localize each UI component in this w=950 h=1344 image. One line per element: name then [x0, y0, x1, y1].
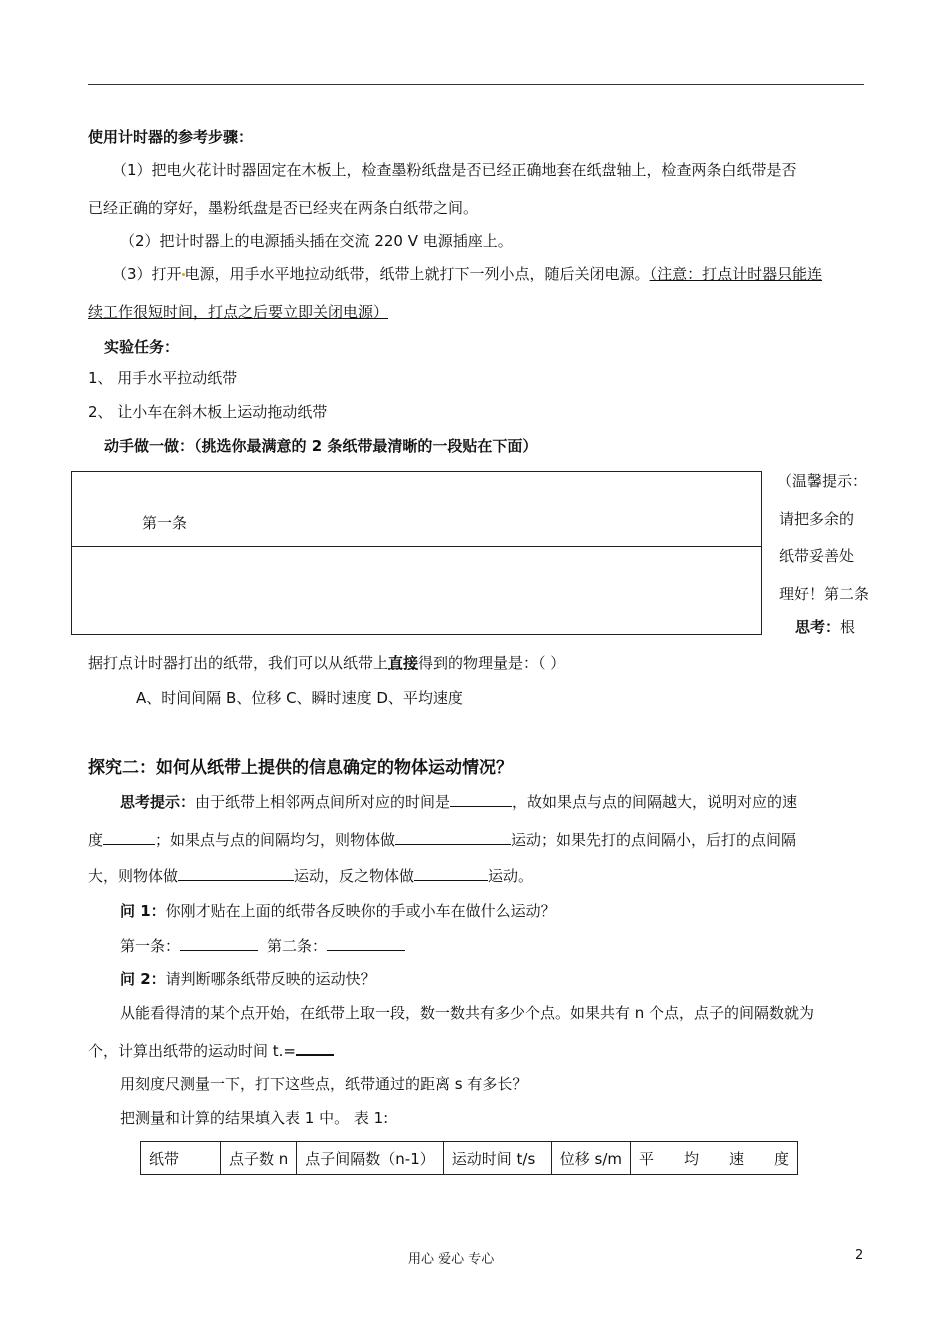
- line3-c: 运动。: [488, 867, 534, 885]
- line2-a: 度: [88, 831, 104, 849]
- blank-first-tape[interactable]: [180, 936, 258, 951]
- side-note-2: 请把多余的: [779, 510, 855, 528]
- blank-interval[interactable]: [450, 792, 512, 807]
- procedure-line-3: 用刻度尺测量一下，打下这些点，纸带通过的距离 s 有多长？: [120, 1075, 528, 1093]
- question-prefix: 据打点计时器打出的纸带，我们可以从纸带上: [88, 654, 389, 672]
- hint-line-3: [88, 866, 533, 886]
- line2-c: 运动；如果先打的点间隔小，后打的点间隔: [511, 831, 797, 849]
- hint-label: 思考提示：: [120, 793, 196, 811]
- side-note-3: 纸带妥善处: [779, 547, 855, 565]
- line2-b: ；如果点与点的间隔均匀，则物体做: [155, 831, 396, 849]
- blank-second-tape[interactable]: [327, 936, 405, 951]
- tape-box-first: [71, 471, 762, 547]
- hint-line-1: [120, 792, 797, 812]
- q2-label: 问 2：: [120, 970, 166, 988]
- step-1-line1: （1）把电火花计时器固定在木板上，检查墨粉纸盘是否已经正确地套在纸盘轴上，检查两条白纸带是否: [112, 161, 797, 179]
- table-header-row: [141, 1142, 798, 1175]
- q2-text: 请判断哪条纸带反映的运动快？: [165, 970, 376, 988]
- step-3-a: （3）打开: [112, 265, 182, 283]
- table-header-cell: 点子数 n: [221, 1142, 297, 1175]
- blank-decelerated[interactable]: [414, 866, 488, 881]
- table-header-cell: 位移 s/m: [551, 1142, 630, 1175]
- table-header-cell: 点子间隔数（n-1）: [297, 1142, 443, 1175]
- q1-second-label: 第二条：: [267, 937, 328, 955]
- procedure-line-4: 把测量和计算的结果填入表 1 中。 表 1:: [120, 1109, 389, 1127]
- page-number: 2: [855, 1248, 864, 1263]
- q1-text: 你刚才贴在上面的纸带各反映你的手或小车在做什么运动？: [165, 902, 556, 920]
- table-header-cell: 纸带: [141, 1142, 221, 1175]
- steps-heading: 使用计时器的参考步骤：: [88, 128, 254, 146]
- tasks-heading: 实验任务：: [104, 338, 180, 356]
- step-3-note-2: 续工作很短时间，打点之后要立即关闭电源）: [88, 303, 389, 321]
- blank-accelerated[interactable]: [178, 866, 294, 881]
- q1-label: 问 1：: [120, 902, 166, 920]
- procedure-line-1: 从能看得清的某个点开始，在纸带上取一段，数一数共有多少个点。如果共有 n 个点，点子的间隔数就为: [120, 1004, 815, 1022]
- hint-b: ，故如果点与点的间隔越大，说明对应的速: [512, 793, 798, 811]
- q2-line: [120, 969, 376, 989]
- hint-line-2: [88, 830, 796, 850]
- question-emphasis: 直接: [388, 654, 419, 672]
- q1-answers: [120, 936, 405, 956]
- q1-line: [120, 901, 556, 921]
- think-rest: 根: [840, 618, 856, 636]
- table-1: [140, 1141, 798, 1175]
- step-3-note-1: （注意：打点计时器只能连: [649, 265, 823, 283]
- blank-speed[interactable]: [103, 830, 155, 845]
- inquiry2-title: 探究二：如何从纸带上提供的信息确定的物体运动情况？: [88, 758, 513, 778]
- tape-first-label: 第一条: [142, 514, 188, 532]
- step-2: （2）把计时器上的电源插头插在交流 220 V 电源插座上。: [120, 232, 513, 250]
- table-header-cell: 平 均 速 度: [631, 1142, 798, 1175]
- blank-time[interactable]: [296, 1040, 334, 1056]
- think-label: 思考：: [795, 618, 841, 636]
- question-line: [88, 653, 565, 673]
- question-suffix: 得到的物理量是：（ ）: [418, 654, 566, 672]
- hint-a: 由于纸带上相邻两点间所对应的时间是: [195, 793, 451, 811]
- procedure-line-2: [88, 1040, 334, 1061]
- side-note-1: （温馨提示：: [777, 472, 868, 490]
- line3-a: 大，则物体做: [88, 867, 179, 885]
- step-3: [112, 264, 822, 284]
- step-1-line2: 已经正确的穿好，墨粉纸盘是否已经夹在两条白纸带之间。: [88, 199, 479, 217]
- task-1: 1、 用手水平拉动纸带: [88, 369, 238, 387]
- q1-first-label: 第一条：: [120, 937, 181, 955]
- line3-b: 运动，反之物体做: [294, 867, 415, 885]
- blank-uniform[interactable]: [395, 830, 511, 845]
- side-note-4: 理好！第二条: [779, 585, 870, 603]
- procedure-line-2-text: 个，计算出纸带的运动时间 t.=: [88, 1042, 296, 1060]
- step-3-b: 电源，用手水平地拉动纸带，纸带上就打下一列小点，随后关闭电源。: [184, 265, 650, 283]
- footer-slogan: 用心 爱心 专心: [408, 1252, 495, 1267]
- header-rule: [88, 84, 864, 85]
- task-2: 2、 让小车在斜木板上运动拖动纸带: [88, 403, 328, 421]
- question-options: A、时间间隔 B、位移 C、瞬时速度 D、平均速度: [136, 689, 463, 707]
- side-note-5: [795, 617, 855, 637]
- tape-box-second: [71, 546, 762, 635]
- handson-heading: 动手做一做：（挑选你最满意的 2 条纸带最清晰的一段贴在下面）: [104, 437, 538, 455]
- table-header-cell: 运动时间 t/s: [443, 1142, 551, 1175]
